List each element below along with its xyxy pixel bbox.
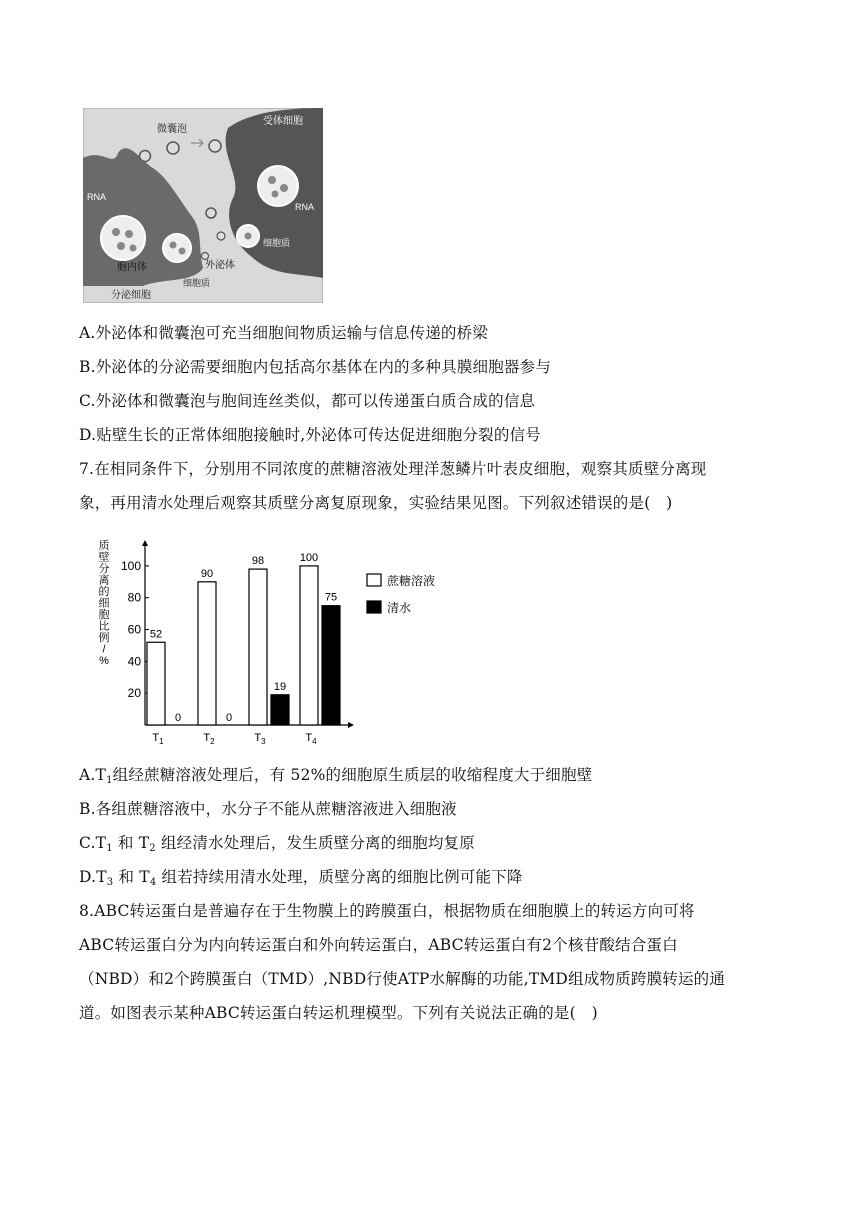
label-rna-left: RNA (87, 192, 107, 202)
bar (300, 566, 318, 725)
y-axis-label-char: 细 (98, 597, 110, 610)
bar (198, 582, 216, 725)
y-axis-label-char: 离 (98, 574, 110, 587)
bar (249, 569, 267, 725)
x-tick-label: $T_3$ (254, 732, 266, 746)
y-axis-label-char: 胞 (98, 609, 110, 621)
legend-swatch (367, 601, 381, 613)
y-tick-label: 100 (120, 558, 141, 573)
q6-option-c: C.外泌体和微囊泡与胞间连丝类似，都可以传递蛋白质合成的信息 (79, 392, 536, 410)
bar-value-label: 0 (174, 712, 182, 724)
legend-swatch (367, 574, 381, 586)
y-axis-label-char: 壁 (98, 551, 110, 564)
bar (271, 695, 289, 725)
y-tick-label: 40 (127, 654, 141, 669)
q6-option-b: B.外泌体的分泌需要细胞内包括高尔基体在内的多种具膜细胞器参与 (79, 358, 552, 376)
label-exosome: 外泌体 (205, 260, 235, 271)
label-endosome: 胞内体 (117, 262, 147, 273)
bar-value-label: 100 (299, 551, 319, 564)
q8-stem-line2: ABC转运蛋白分为内向转运蛋白和外向转运蛋白，ABC转运蛋白有2个核苷酸结合蛋白 (79, 936, 678, 954)
y-axis-label-char: 分 (98, 563, 110, 575)
x-tick-label: $T_2$ (203, 732, 215, 746)
q8-stem-line3: （NBD）和2个跨膜蛋白（TMD）,NBD行使ATP水解酶的功能,TMD组成物质跨膜转运的通 (79, 970, 726, 988)
y-axis-label-char: 比 (98, 620, 110, 633)
exosome-diagram (83, 108, 323, 303)
y-axis-label-char: 的 (98, 586, 110, 598)
label-cytoplasm-right: 细胞质 (263, 238, 291, 248)
q7-stem-line1: 7.在相同条件下，分别用不同浓度的蔗糖溶液处理洋葱鳞片叶表皮细胞，观察其质壁分离现 (79, 460, 707, 478)
label-receptor-cell: 受体细胞 (263, 116, 303, 127)
y-axis-label-char: / (102, 643, 106, 656)
plasmolysis-bar-chart (90, 535, 450, 750)
y-axis-label-char: 例 (98, 632, 110, 644)
y-axis-arrow (142, 540, 148, 546)
y-tick-label: 60 (127, 622, 141, 637)
q7-option-a: $A.T_1$组经蔗糖溶液处理后，有 52%的细胞原生质层的收缩程度大于细胞壁 (79, 766, 593, 786)
q7-option-c: $C.T_1$ 和 $T_2$ 组经清水处理后，发生质壁分离的细胞均复原 (79, 834, 475, 854)
bar-value-label: 52 (149, 628, 163, 641)
bar-value-label: 0 (225, 712, 233, 724)
y-axis-label-char: 质 (98, 540, 110, 552)
x-tick-label: $T_1$ (152, 732, 164, 746)
bar-value-label: 98 (251, 555, 265, 568)
q7-stem-line2: 象，再用清水处理后观察其质壁分离复原现象，实验结果见图。下列叙述错误的是( ) (79, 494, 673, 512)
bar-value-label: 19 (273, 680, 287, 693)
bar (147, 642, 165, 725)
q6-option-d: D.贴壁生长的正常体细胞接触时,外泌体可传达促进细胞分裂的信号 (79, 426, 541, 444)
legend-label: 清水 (387, 601, 412, 615)
label-rna-right: RNA (295, 202, 315, 212)
x-axis-arrow (348, 722, 354, 728)
bar-value-label: 75 (324, 591, 338, 604)
y-tick-label: 80 (127, 590, 141, 605)
q7-option-d: $D.T_3$ 和 $T_4$ 组若持续用清水处理，质壁分离的细胞比例可能下降 (79, 868, 523, 888)
label-vesicle: 微囊泡 (157, 124, 187, 135)
q7-option-b: B.各组蔗糖溶液中，水分子不能从蔗糖溶液进入细胞液 (79, 800, 457, 818)
y-tick-label: 20 (127, 686, 141, 701)
q8-stem-line1: 8.ABC转运蛋白是普遍存在于生物膜上的跨膜蛋白，根据物质在细胞膜上的转运方向可将 (79, 902, 695, 920)
q8-stem-line4: 道。如图表示某种ABC转运蛋白转运机理模型。下列有关说法正确的是( ) (79, 1004, 598, 1022)
label-secretory-cell: 分泌细胞 (111, 290, 151, 301)
label-cytoplasm-left: 细胞质 (183, 278, 211, 288)
x-tick-label: $T_4$ (305, 732, 317, 746)
endosome (101, 216, 145, 260)
bar-value-label: 90 (200, 567, 214, 580)
y-axis-label-char: % (99, 655, 109, 667)
bar (322, 606, 340, 725)
q6-option-a: A.外泌体和微囊泡可充当细胞间物质运输与信息传递的桥梁 (79, 324, 489, 342)
legend-label: 蔗糖溶液 (387, 574, 436, 588)
